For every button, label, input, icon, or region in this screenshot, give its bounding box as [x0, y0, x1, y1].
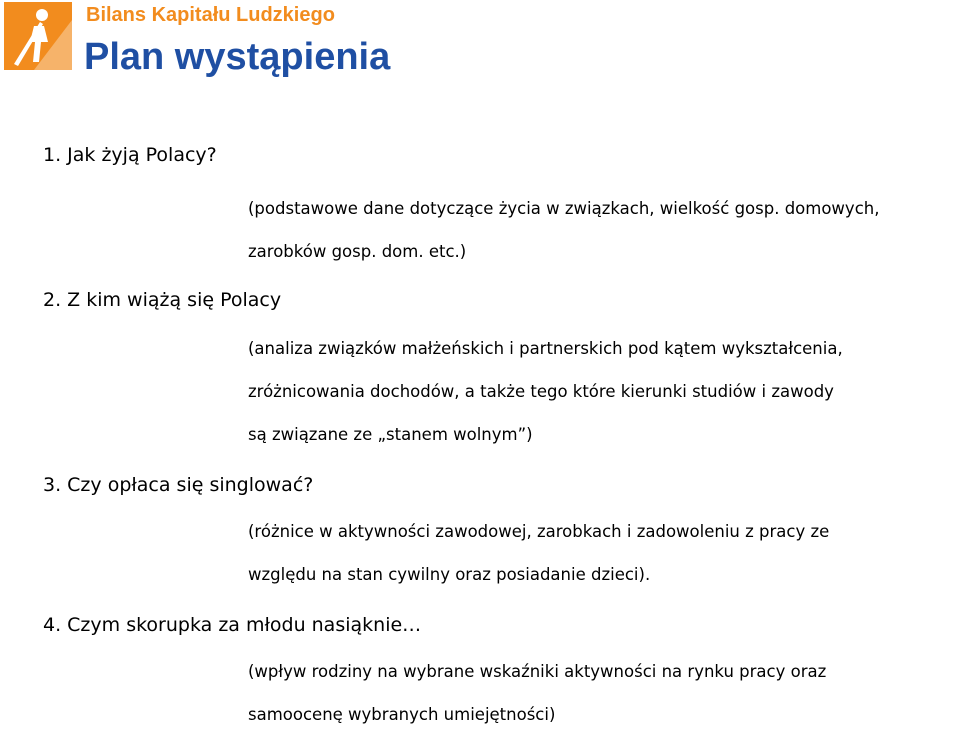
plan-item-1-desc-line-1: (podstawowe dane dotyczące życia w związkach, wielkość gosp. domowych,	[248, 199, 880, 218]
plan-item-2-desc-line-3: są związane ze „stanem wolnym”)	[248, 425, 533, 444]
plan-item-1-heading: 1. Jak żyją Polacy?	[43, 144, 217, 166]
plan-item-4-heading: 4. Czym skorupka za młodu nasiąknie…	[43, 614, 422, 636]
plan-item-3-heading: 3. Czy opłaca się singlować?	[43, 474, 314, 496]
plan-item-4-desc-line-2: samoocenę wybranych umiejętności)	[248, 705, 556, 724]
brand-name: Bilans Kapitału Ludzkiego	[86, 4, 335, 26]
plan-item-4-desc-line-1: (wpływ rodziny na wybrane wskaźniki aktywności na rynku pracy oraz	[248, 662, 827, 681]
page-title: Plan wystąpienia	[84, 36, 391, 78]
plan-item-3-desc-line-1: (różnice w aktywności zawodowej, zarobkach i zadowoleniu z pracy ze	[248, 522, 830, 541]
plan-item-2-heading: 2. Z kim wiążą się Polacy	[43, 289, 282, 311]
plan-item-3-desc-line-2: względu na stan cywilny oraz posiadanie dzieci).	[248, 565, 651, 584]
plan-item-2-desc-line-2: zróżnicowania dochodów, a także tego które kierunki studiów i zawody	[248, 382, 834, 401]
plan-item-1-desc-line-2: zarobków gosp. dom. etc.)	[248, 242, 467, 261]
bkl-logo-icon	[4, 2, 72, 70]
plan-item-2-desc-line-1: (analiza związków małżeńskich i partnerskich pod kątem wykształcenia,	[248, 339, 843, 358]
